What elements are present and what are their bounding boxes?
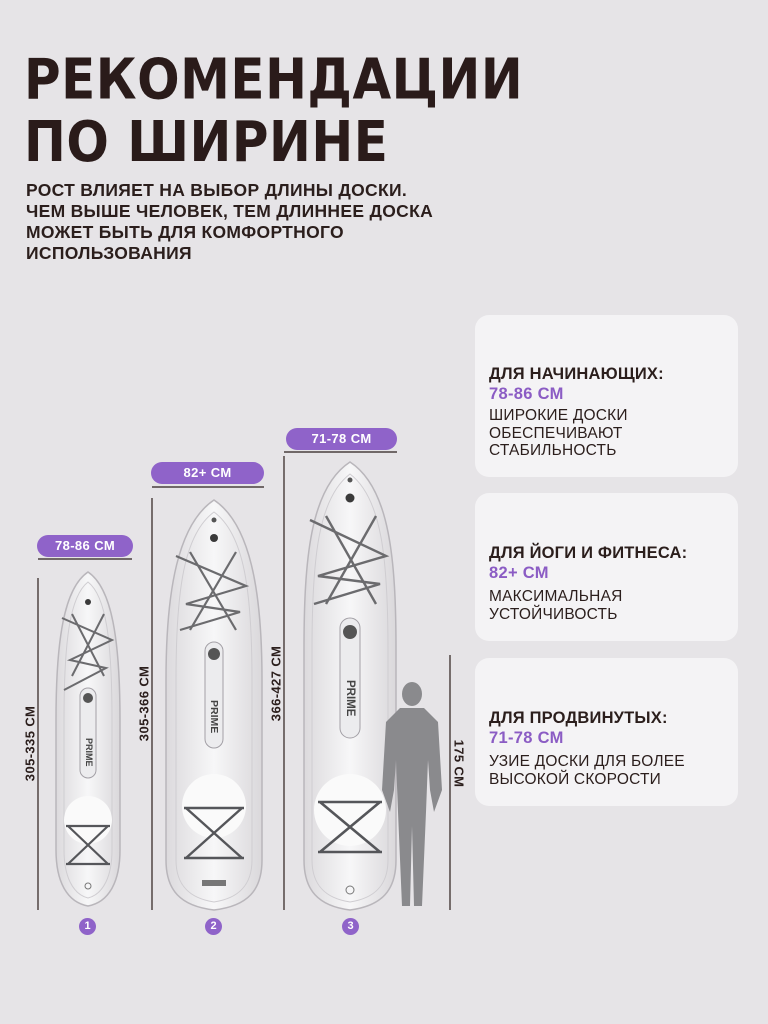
card-range: 82+ СМ (489, 564, 549, 582)
page-title-line-2: ПО ШИРИНЕ (24, 109, 389, 175)
board-1-width-label: 78-86 СМ (37, 535, 133, 557)
card-title: ДЛЯ НАЧИНАЮЩИХ: (489, 365, 664, 383)
board-1-length-label: 305-335 СМ (22, 705, 38, 782)
card-description (489, 753, 685, 788)
svg-text:PRIME: PRIME (344, 680, 356, 717)
card-description-line: УСТОЙЧИВОСТЬ (489, 605, 618, 623)
board-1 (56, 572, 120, 906)
svg-text:PRIME: PRIME (84, 738, 94, 767)
page-title-line-1: РЕКОМЕНДАЦИИ (24, 46, 524, 112)
board-1-number: 1 (79, 918, 96, 935)
intro-line: ИСПОЛЬЗОВАНИЯ (26, 243, 192, 263)
card-range: 71-78 СМ (489, 729, 564, 747)
board-2-length-label: 305-366 СМ (136, 665, 152, 742)
board-3 (304, 462, 396, 910)
card-description-line: ВЫСОКОЙ СКОРОСТИ (489, 770, 661, 788)
card-beginners (475, 315, 738, 477)
card-range: 78-86 СМ (489, 385, 564, 403)
intro-line: ЧЕМ ВЫШЕ ЧЕЛОВЕК, ТЕМ ДЛИННЕЕ ДОСКА (26, 201, 434, 221)
svg-text:PRIME: PRIME (208, 700, 220, 734)
card-yoga-fitness (475, 493, 738, 641)
card-advanced (475, 658, 738, 806)
card-description (489, 407, 628, 460)
board-2-number: 2 (205, 918, 222, 935)
card-description-line: ОБЕСПЕЧИВАЮТ (489, 424, 623, 442)
intro-line: РОСТ ВЛИЯЕТ НА ВЫБОР ДЛИНЫ ДОСКИ. (26, 180, 407, 200)
board-3-number: 3 (342, 918, 359, 935)
card-description (489, 588, 623, 623)
card-title: ДЛЯ ПРОДВИНУТЫХ: (489, 709, 668, 727)
board-3-length-label: 366-427 СМ (268, 645, 284, 722)
board-2-width-label: 82+ СМ (151, 462, 264, 484)
person-height-label: 175 СМ (451, 739, 467, 788)
card-description-line: ШИРОКИЕ ДОСКИ (489, 407, 628, 424)
board-3-width-label: 71-78 СМ (286, 428, 397, 450)
board-2 (166, 500, 262, 910)
card-description-line: УЗИЕ ДОСКИ ДЛЯ БОЛЕЕ (489, 753, 685, 770)
card-description-line: СТАБИЛЬНОСТЬ (489, 442, 617, 459)
card-description-line: МАКСИМАЛЬНАЯ (489, 588, 623, 605)
intro-line: МОЖЕТ БЫТЬ ДЛЯ КОМФОРТНОГО (26, 222, 344, 242)
card-title: ДЛЯ ЙОГИ И ФИТНЕСА: (489, 544, 688, 562)
